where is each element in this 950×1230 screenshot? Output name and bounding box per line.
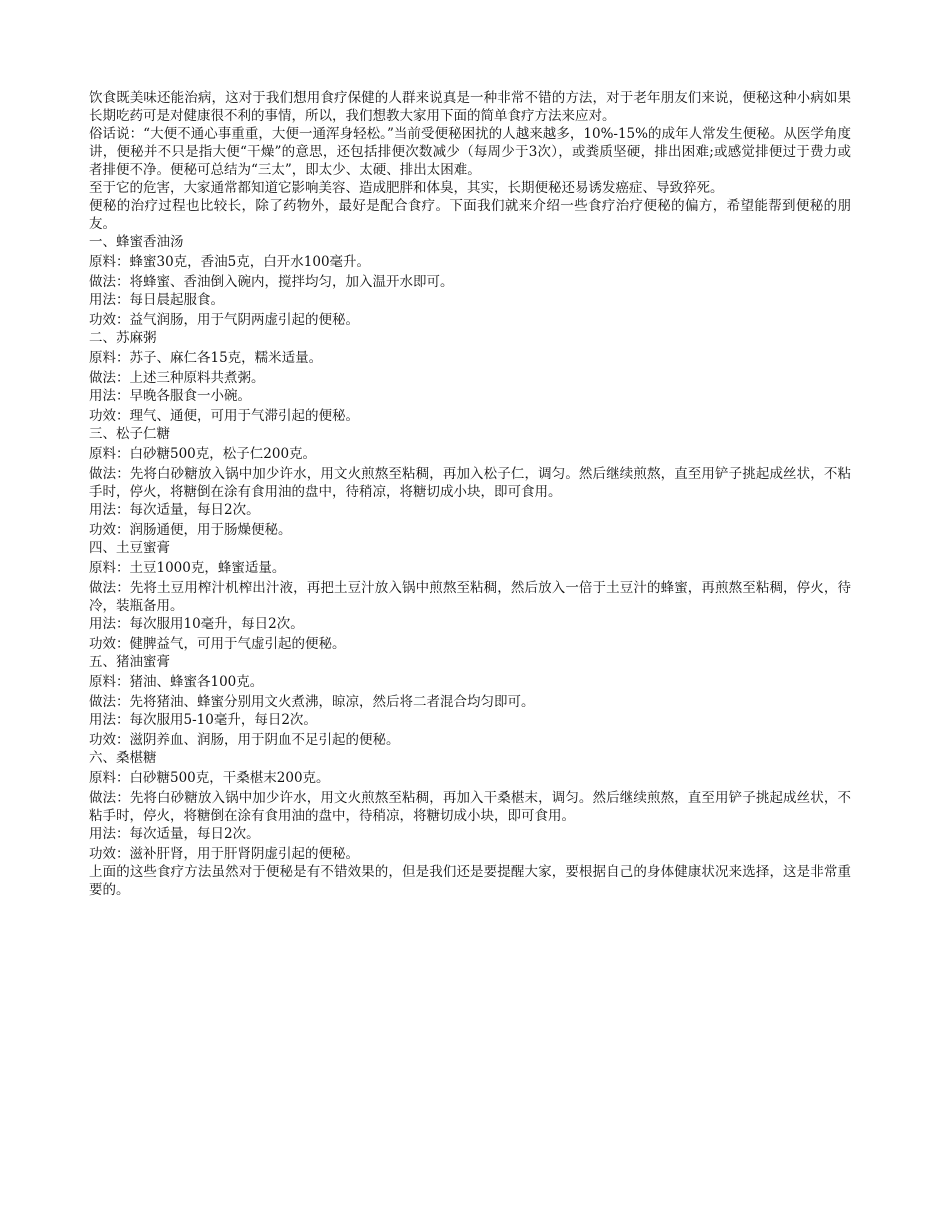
recipe-effect: 功效：理气、通便，可用于气滞引起的便秘。 bbox=[89, 408, 359, 424]
recipe-ingredients: 原料：白砂糖500克，松子仁200克。 bbox=[89, 446, 317, 462]
recipe-ingredients: 原料：土豆1000克，蜂蜜适量。 bbox=[89, 560, 286, 576]
recipe-method: 做法：先将猪油、蜂蜜分别用文火煮沸，晾凉，然后将二者混合均匀即可。 bbox=[89, 694, 535, 710]
recipe-effect: 功效：滋阴养血、润肠，用于阴血不足引起的便秘。 bbox=[89, 732, 400, 748]
intro-paragraph-3: 至于它的危害，大家通常都知道它影响美容、造成肥胖和体臭，其实，长期便秘还易诱发癌症、导致猝死。 bbox=[89, 180, 724, 196]
recipe-method: 做法：先将白砂糖放入锅中加少许水，用文火煎熬至粘稠，再加入松子仁，调匀。然后继续煎熬，直至用铲子挑起成丝状，不粘手时，停火，将糖倒在涂有食用油的盘中，待稍凉，将糖切成小块，即可食用。 bbox=[89, 466, 851, 500]
recipe-title: 五、猪油蜜膏 bbox=[89, 654, 170, 670]
recipe-usage: 用法：每次服用10毫升，每日2次。 bbox=[89, 616, 304, 632]
recipe-usage: 用法：早晚各服食一小碗。 bbox=[89, 388, 251, 404]
recipe-ingredients: 原料：苏子、麻仁各15克，糯米适量。 bbox=[89, 350, 323, 366]
recipe-title: 三、松子仁糖 bbox=[89, 426, 170, 442]
document-body bbox=[89, 89, 851, 899]
recipe-ingredients: 原料：蜂蜜30克，香油5克，白开水100毫升。 bbox=[89, 254, 371, 270]
recipe-ingredients: 原料：猪油、蜂蜜各100克。 bbox=[89, 674, 264, 690]
recipe-usage: 用法：每日晨起服食。 bbox=[89, 292, 224, 308]
recipe-method: 做法：将蜂蜜、香油倒入碗内，搅拌均匀，加入温开水即可。 bbox=[89, 274, 454, 290]
recipe-usage: 用法：每次适量，每日2次。 bbox=[89, 826, 260, 842]
recipe-usage: 用法：每次服用5-10毫升，每日2次。 bbox=[89, 712, 317, 728]
recipe-title: 一、蜂蜜香油汤 bbox=[89, 234, 184, 250]
recipe-method: 做法：先将白砂糖放入锅中加少许水，用文火煎熬至粘稠，再加入干桑椹末，调匀。然后继续煎熬，直至用铲子挑起成丝状，不粘手时，停火，将糖倒在涂有食用油的盘中，待稍凉，将糖切成小块，即可食用。 bbox=[89, 790, 851, 824]
recipe-section bbox=[89, 653, 851, 749]
recipe-section bbox=[89, 233, 851, 329]
recipe-effect: 功效：润肠通便，用于肠燥便秘。 bbox=[89, 522, 292, 538]
conclusion-paragraph: 上面的这些食疗方法虽然对于便秘是有不错效果的，但是我们还是要提醒大家，要根据自己的身体健康状况来选择，这是非常重要的。 bbox=[89, 864, 851, 898]
recipe-title: 四、土豆蜜膏 bbox=[89, 540, 170, 556]
recipe-title: 六、桑椹糖 bbox=[89, 750, 157, 766]
recipe-effect: 功效：滋补肝肾，用于肝肾阴虚引起的便秘。 bbox=[89, 846, 359, 862]
intro-paragraph-1: 饮食既美味还能治病，这对于我们想用食疗保健的人群来说真是一种非常不错的方法，对于老年朋友们来说，便秘这种小病如果长期吃药可是对健康很不利的事情，所以，我们想教大家用下面的简单食疗方法来应对。 bbox=[89, 90, 851, 124]
recipe-section bbox=[89, 539, 851, 653]
recipe-usage: 用法：每次适量，每日2次。 bbox=[89, 502, 260, 518]
recipe-title: 二、苏麻粥 bbox=[89, 330, 157, 346]
recipe-section bbox=[89, 749, 851, 863]
recipe-effect: 功效：益气润肠，用于气阴两虚引起的便秘。 bbox=[89, 312, 359, 328]
recipe-method: 做法：上述三种原料共煮粥。 bbox=[89, 370, 265, 386]
intro-paragraph-2: 俗话说：“大便不通心事重重，大便一通浑身轻松。”当前受便秘困扰的人越来越多，10%-15%的成年人常发生便秘。从医学角度讲，便秘并不只是指大便“干燥”的意思，还包括排便次数减少（每周少于3次），或粪质坚硬，排出困难;或感觉排便过于费力或者排便不净。便秘可总结为“三太”，即太少、太硬、排出太困难。 bbox=[89, 126, 851, 178]
recipe-section bbox=[89, 425, 851, 539]
recipe-method: 做法：先将土豆用榨汁机榨出汁液，再把土豆汁放入锅中煎熬至粘稠，然后放入一倍于土豆汁的蜂蜜，再煎熬至粘稠，停火，待冷，装瓶备用。 bbox=[89, 580, 851, 614]
recipe-section bbox=[89, 329, 851, 425]
recipe-effect: 功效：健脾益气，可用于气虚引起的便秘。 bbox=[89, 636, 346, 652]
recipe-ingredients: 原料：白砂糖500克，干桑椹末200克。 bbox=[89, 770, 330, 786]
intro-paragraph-4: 便秘的治疗过程也比较长，除了药物外，最好是配合食疗。下面我们就来介绍一些食疗治疗便秘的偏方，希望能帮到便秘的朋友。 bbox=[89, 198, 851, 232]
